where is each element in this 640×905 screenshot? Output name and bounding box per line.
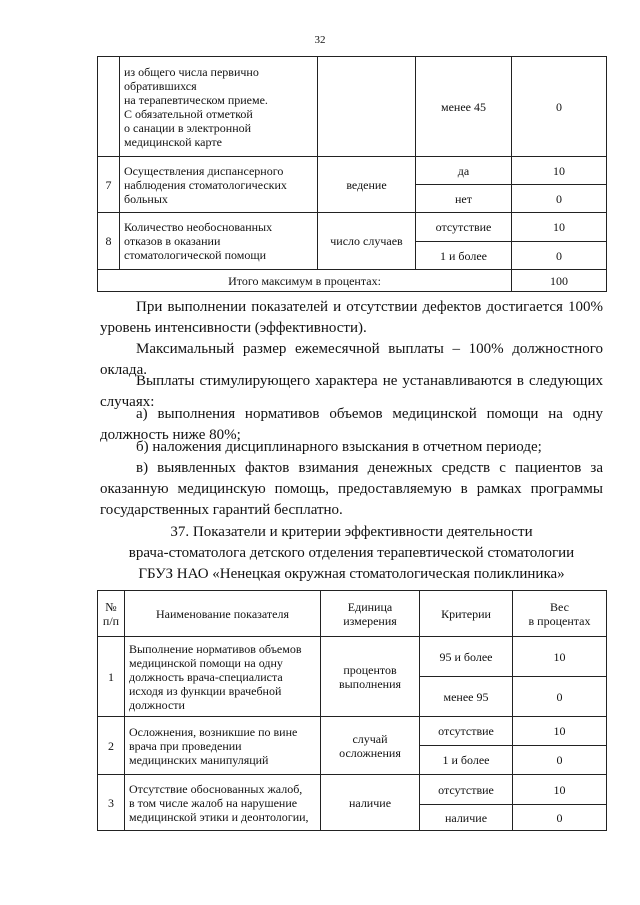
criterion-cell: менее 95 [420, 677, 513, 717]
table-row [98, 157, 607, 185]
header-num: № п/п [98, 591, 125, 637]
unit-cell: ведение [318, 157, 416, 213]
criteria-table-continued [97, 56, 607, 292]
total-label: Итого максимум в процентах: [98, 270, 512, 292]
table-row [98, 717, 607, 746]
section-heading-line: врача-стоматолога детского отделения терапевтической стоматологии [128, 545, 575, 561]
section-heading [100, 522, 603, 585]
unit-cell: процентов выполнения [321, 637, 420, 717]
weight-cell: 10 [513, 717, 607, 746]
criterion-cell: 95 и более [420, 637, 513, 677]
table-total-row [98, 270, 607, 292]
weight-cell: 0 [513, 677, 607, 717]
criterion-cell: 1 и более [416, 242, 512, 270]
criterion-cell: да [416, 157, 512, 185]
criterion-cell: отсутствие [420, 775, 513, 805]
row-number-cell: 3 [98, 775, 125, 831]
indicator-name-cell: Отсутствие обоснованных жалоб, в том числе жалоб на нарушение медицинской этики и деонтологии, [125, 775, 321, 831]
table-row [98, 637, 607, 677]
paragraph-item-b: б) наложения дисциплинарного взыскания в отчетном периоде; [136, 439, 542, 455]
weight-cell: 0 [512, 185, 607, 213]
unit-cell: случай осложнения [321, 717, 420, 775]
criterion-cell: менее 45 [416, 57, 512, 157]
weight-cell: 0 [512, 57, 607, 157]
indicator-name-cell: из общего числа первично обратившихся на терапевтическом приеме. С обязательной отметкой о санации в электронной медицинской карте [120, 57, 318, 157]
paragraph-max-payment: Максимальный размер ежемесячной выплаты – 100% должностного оклада. [100, 341, 603, 378]
row-number-cell: 2 [98, 717, 125, 775]
header-weight: Вес в процентах [513, 591, 607, 637]
weight-cell: 10 [513, 775, 607, 805]
criterion-cell: отсутствие [416, 213, 512, 242]
unit-cell [318, 57, 416, 157]
header-name: Наименование показателя [125, 591, 321, 637]
paragraph-item-a: а) выполнения нормативов объемов медицинской помощи на одну должность ниже 80%; [100, 406, 603, 443]
unit-cell: наличие [321, 775, 420, 831]
table-row [98, 775, 607, 805]
page-number: 32 [314, 34, 326, 46]
indicator-name-cell: Осуществления диспансерного наблюдения стоматологических больных [120, 157, 318, 213]
header-unit: Единица измерения [321, 591, 420, 637]
paragraph-exclusions-intro: Выплаты стимулирующего характера не устанавливаются в следующих случаях: [100, 373, 603, 410]
paragraph-item-c: в) выявленных фактов взимания денежных средств с пациентов за оказанную медицинскую помощь, предоставляемую в рамках программы государственных гарантий бесплатно. [100, 460, 603, 518]
row-number-cell [98, 57, 120, 157]
row-number-cell: 7 [98, 157, 120, 213]
row-number-cell: 8 [98, 213, 120, 270]
weight-cell: 10 [512, 213, 607, 242]
weight-cell: 0 [513, 746, 607, 775]
weight-cell: 10 [512, 157, 607, 185]
table-header-row [98, 591, 607, 637]
row-number-cell: 1 [98, 637, 125, 717]
criterion-cell: 1 и более [420, 746, 513, 775]
table-row [98, 57, 607, 157]
criterion-cell: нет [416, 185, 512, 213]
section-heading-line: ГБУЗ НАО «Ненецкая окружная стоматологическая поликлиника» [138, 566, 565, 582]
indicator-name-cell: Осложнения, возникшие по вине врача при проведении медицинских манипуляций [125, 717, 321, 775]
criterion-cell: отсутствие [420, 717, 513, 746]
criterion-cell: наличие [420, 805, 513, 831]
weight-cell: 0 [513, 805, 607, 831]
indicator-name-cell: Количество необоснованных отказов в оказании стоматологической помощи [120, 213, 318, 270]
indicator-name-cell: Выполнение нормативов объемов медицинской помощи на одну должность врача-специалиста исходя из функции врачебной должности [125, 637, 321, 717]
table-row [98, 213, 607, 242]
weight-cell: 10 [513, 637, 607, 677]
paragraph-intensity: При выполнении показателей и отсутствии дефектов достигается 100% уровень интенсивности (эффективности). [100, 299, 603, 336]
weight-cell: 0 [512, 242, 607, 270]
criteria-table-37 [97, 590, 607, 831]
unit-cell: число случаев [318, 213, 416, 270]
total-value: 100 [512, 270, 607, 292]
section-heading-line: 37. Показатели и критерии эффективности деятельности [170, 524, 533, 540]
header-criteria: Критерии [420, 591, 513, 637]
